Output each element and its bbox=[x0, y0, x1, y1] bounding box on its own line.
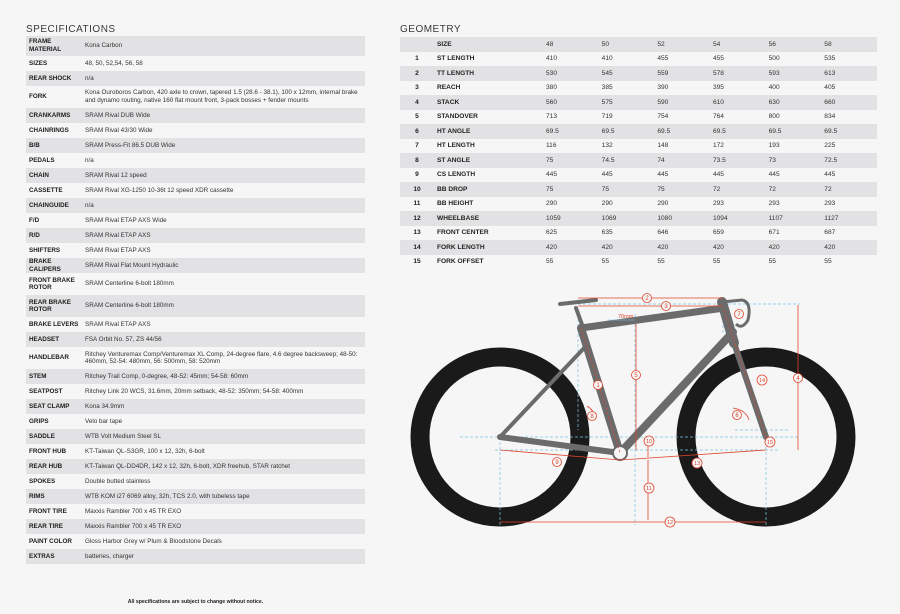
specifications-table bbox=[26, 36, 365, 564]
geometry-value: 1059 bbox=[543, 211, 599, 226]
spec-label: REAR SHOCK bbox=[26, 71, 82, 86]
geometry-row-number: 15 bbox=[400, 255, 434, 270]
geometry-row bbox=[400, 182, 877, 197]
geometry-value: 610 bbox=[710, 95, 766, 110]
geometry-value: 74 bbox=[654, 153, 710, 168]
geometry-value: 445 bbox=[710, 168, 766, 183]
bike-geometry-diagram bbox=[400, 290, 880, 530]
geometry-value: 455 bbox=[654, 52, 710, 67]
geometry-value: 72 bbox=[710, 182, 766, 197]
spec-label: FRONT HUB bbox=[26, 444, 82, 459]
spec-label: PAINT COLOR bbox=[26, 534, 82, 549]
spec-row bbox=[26, 504, 365, 519]
svg-text:8: 8 bbox=[590, 414, 594, 421]
geometry-value: 578 bbox=[710, 66, 766, 81]
geometry-row-label: STACK bbox=[434, 95, 543, 110]
spec-value: SRAM Rival ETAP AXS bbox=[82, 317, 365, 332]
svg-text:2: 2 bbox=[645, 296, 649, 303]
geometry-value: 75 bbox=[543, 182, 599, 197]
callout-4 bbox=[794, 374, 803, 383]
geometry-value: 75 bbox=[599, 182, 655, 197]
geometry-value: 445 bbox=[766, 168, 822, 183]
geometry-value: 69.5 bbox=[543, 124, 599, 139]
geometry-value: 405 bbox=[821, 81, 877, 96]
geometry-value: 719 bbox=[599, 110, 655, 125]
callout-5 bbox=[632, 371, 641, 380]
geometry-row bbox=[400, 139, 877, 154]
geometry-value: 72 bbox=[821, 182, 877, 197]
spec-row bbox=[26, 71, 365, 86]
geometry-value: 290 bbox=[543, 197, 599, 212]
geometry-header-label: SIZE bbox=[434, 37, 543, 52]
guide-lines bbox=[460, 304, 800, 525]
geometry-value: 530 bbox=[543, 66, 599, 81]
geometry-value: 69.5 bbox=[710, 124, 766, 139]
spec-label: SHIFTERS bbox=[26, 243, 82, 258]
spec-row bbox=[26, 534, 365, 549]
callout-2 bbox=[643, 294, 652, 303]
svg-text:14: 14 bbox=[758, 378, 766, 385]
geometry-row-label: HT ANGLE bbox=[434, 124, 543, 139]
spec-row bbox=[26, 36, 365, 56]
spec-row bbox=[26, 168, 365, 183]
callout-9 bbox=[553, 458, 562, 467]
spec-value: FSA Orbit No. 57, ZS 44/56 bbox=[82, 332, 365, 347]
spec-value: Kona 34.9mm bbox=[82, 399, 365, 414]
geometry-value: 400 bbox=[766, 81, 822, 96]
spec-label: REAR TIRE bbox=[26, 519, 82, 534]
geometry-row bbox=[400, 66, 877, 81]
spec-value: batteries, charger bbox=[82, 549, 365, 564]
geometry-value: 545 bbox=[599, 66, 655, 81]
spec-value: SRAM Centerline 6-bolt 180mm bbox=[82, 273, 365, 295]
callout-11 bbox=[644, 483, 654, 493]
geometry-value: 410 bbox=[599, 52, 655, 67]
spec-value: SRAM Press-Fit 86.5 DUB Wide bbox=[82, 138, 365, 153]
geometry-value: 420 bbox=[543, 240, 599, 255]
spec-value: Ritchey Link 20 WCS, 31.6mm, 20mm setback, 48-52: 350mm; 54-58: 400mm bbox=[82, 384, 365, 399]
geometry-value: 395 bbox=[710, 81, 766, 96]
geometry-value: 69.5 bbox=[654, 124, 710, 139]
geometry-value: 659 bbox=[710, 226, 766, 241]
spec-value: n/a bbox=[82, 153, 365, 168]
spec-row bbox=[26, 228, 365, 243]
spec-row bbox=[26, 384, 365, 399]
geometry-value: 55 bbox=[821, 255, 877, 270]
geometry-row-label: FORK OFFSET bbox=[434, 255, 543, 270]
geometry-value: 1107 bbox=[766, 211, 822, 226]
geometry-value: 635 bbox=[599, 226, 655, 241]
geometry-value: 69.5 bbox=[821, 124, 877, 139]
geometry-value: 660 bbox=[821, 95, 877, 110]
geometry-row-number: 14 bbox=[400, 240, 434, 255]
geometry-row-label: ST ANGLE bbox=[434, 153, 543, 168]
geometry-value: 72 bbox=[766, 182, 822, 197]
spec-label: FRONT TIRE bbox=[26, 504, 82, 519]
svg-text:12: 12 bbox=[666, 520, 674, 527]
spec-value: SRAM Rival ETAP AXS Wide bbox=[82, 213, 365, 228]
geometry-value: 55 bbox=[654, 255, 710, 270]
geometry-row bbox=[400, 110, 877, 125]
spec-value: SRAM Rival DUB Wide bbox=[82, 108, 365, 123]
geometry-row bbox=[400, 81, 877, 96]
geometry-row-number: 9 bbox=[400, 168, 434, 183]
geometry-row-label: WHEELBASE bbox=[434, 211, 543, 226]
geometry-value: 420 bbox=[599, 240, 655, 255]
spec-label: FRAME MATERIAL bbox=[26, 36, 82, 56]
geometry-row bbox=[400, 197, 877, 212]
geometry-value: 559 bbox=[654, 66, 710, 81]
spec-row bbox=[26, 444, 365, 459]
spec-value: SRAM Rival 12 speed bbox=[82, 168, 365, 183]
geometry-row bbox=[400, 95, 877, 110]
geometry-row-label: BB DROP bbox=[434, 182, 543, 197]
geometry-row-label: ST LENGTH bbox=[434, 52, 543, 67]
geometry-row-number: 4 bbox=[400, 95, 434, 110]
geometry-value: 172 bbox=[710, 139, 766, 154]
geometry-value: 55 bbox=[766, 255, 822, 270]
geometry-value: 535 bbox=[821, 52, 877, 67]
spec-label: REAR HUB bbox=[26, 459, 82, 474]
geometry-value: 575 bbox=[599, 95, 655, 110]
geometry-value: 1069 bbox=[599, 211, 655, 226]
geometry-value: 193 bbox=[766, 139, 822, 154]
geometry-value: 75 bbox=[543, 153, 599, 168]
spec-value: SRAM Centerline 6-bolt 180mm bbox=[82, 295, 365, 317]
geometry-value: 73.5 bbox=[710, 153, 766, 168]
geometry-value: 455 bbox=[710, 52, 766, 67]
geometry-value: 420 bbox=[821, 240, 877, 255]
svg-text:10: 10 bbox=[645, 439, 653, 446]
spec-row bbox=[26, 347, 365, 369]
geometry-size-header: 54 bbox=[710, 37, 766, 52]
svg-text:13: 13 bbox=[693, 461, 701, 468]
spec-value: Velo bar tape bbox=[82, 414, 365, 429]
spec-row bbox=[26, 295, 365, 317]
geometry-value: 445 bbox=[654, 168, 710, 183]
geometry-value: 687 bbox=[821, 226, 877, 241]
spec-label: CASSETTE bbox=[26, 183, 82, 198]
spec-row bbox=[26, 183, 365, 198]
geometry-value: 445 bbox=[543, 168, 599, 183]
geometry-value: 72.5 bbox=[821, 153, 877, 168]
spec-label: SEATPOST bbox=[26, 384, 82, 399]
geometry-value: 834 bbox=[821, 110, 877, 125]
spec-row bbox=[26, 273, 365, 295]
spec-value: SRAM Rival ETAP AXS bbox=[82, 228, 365, 243]
spec-row bbox=[26, 243, 365, 258]
geometry-value: 613 bbox=[821, 66, 877, 81]
geometry-value: 132 bbox=[599, 139, 655, 154]
geometry-size-header: 56 bbox=[766, 37, 822, 52]
spec-label: HEADSET bbox=[26, 332, 82, 347]
geometry-value: 380 bbox=[543, 81, 599, 96]
geometry-value: 800 bbox=[766, 110, 822, 125]
geometry-value: 1127 bbox=[821, 211, 877, 226]
geometry-row-number: 12 bbox=[400, 211, 434, 226]
spec-label: SADDLE bbox=[26, 429, 82, 444]
geometry-value: 671 bbox=[766, 226, 822, 241]
geometry-value: 148 bbox=[654, 139, 710, 154]
geometry-row-label: FRONT CENTER bbox=[434, 226, 543, 241]
geometry-value: 646 bbox=[654, 226, 710, 241]
geometry-value: 385 bbox=[599, 81, 655, 96]
specifications-title: SPECIFICATIONS bbox=[26, 24, 116, 35]
geometry-value: 73 bbox=[766, 153, 822, 168]
spec-value: SRAM Rival 43/30 Wide bbox=[82, 123, 365, 138]
seat-tube-angle-note bbox=[607, 314, 635, 320]
spec-label: FORK bbox=[26, 86, 82, 108]
spec-row bbox=[26, 317, 365, 332]
svg-text:3: 3 bbox=[664, 304, 668, 311]
spec-row bbox=[26, 474, 365, 489]
geometry-row-number: 2 bbox=[400, 66, 434, 81]
geometry-value: 713 bbox=[543, 110, 599, 125]
callout-7 bbox=[735, 310, 744, 319]
geometry-value: 55 bbox=[543, 255, 599, 270]
callout-3 bbox=[662, 302, 671, 311]
geometry-row-number: 6 bbox=[400, 124, 434, 139]
geometry-value: 500 bbox=[766, 52, 822, 67]
spec-label: SEAT CLAMP bbox=[26, 399, 82, 414]
geometry-value: 1080 bbox=[654, 211, 710, 226]
geometry-title: GEOMETRY bbox=[400, 24, 462, 35]
geometry-row bbox=[400, 124, 877, 139]
geometry-header-blank bbox=[400, 37, 434, 52]
spec-label: BRAKE LEVERS bbox=[26, 317, 82, 332]
spec-label: CRANKARMS bbox=[26, 108, 82, 123]
geometry-row-label: HT LENGTH bbox=[434, 139, 543, 154]
spec-row bbox=[26, 138, 365, 153]
spec-value: SRAM Rival XG-1250 10-36t 12 speed XDR cassette bbox=[82, 183, 365, 198]
spec-row bbox=[26, 369, 365, 384]
spec-value: SRAM Rival Flat Mount Hydraulic bbox=[82, 258, 365, 273]
spec-value: Double butted stainless bbox=[82, 474, 365, 489]
spec-row bbox=[26, 489, 365, 504]
geometry-value: 69.5 bbox=[599, 124, 655, 139]
spec-value: SRAM Rival ETAP AXS bbox=[82, 243, 365, 258]
geometry-row-label: REACH bbox=[434, 81, 543, 96]
spec-label: PEDALS bbox=[26, 153, 82, 168]
spec-value: Gloss Harbor Grey w/ Plum & Bloodstone Decals bbox=[82, 534, 365, 549]
svg-text:4: 4 bbox=[796, 376, 800, 383]
geometry-value: 1094 bbox=[710, 211, 766, 226]
geometry-table bbox=[400, 37, 877, 269]
spec-row bbox=[26, 153, 365, 168]
geometry-size-header: 52 bbox=[654, 37, 710, 52]
geometry-value: 754 bbox=[654, 110, 710, 125]
spec-value: WTB Volt Medium Steel SL bbox=[82, 429, 365, 444]
geometry-row-number: 8 bbox=[400, 153, 434, 168]
geometry-row-label: BB HEIGHT bbox=[434, 197, 543, 212]
geometry-size-header: 58 bbox=[821, 37, 877, 52]
geometry-row-number: 7 bbox=[400, 139, 434, 154]
spec-value: WTB KOM i27 6069 alloy, 32h, TCS 2.0, with tubeless tape bbox=[82, 489, 365, 504]
geometry-row-number: 10 bbox=[400, 182, 434, 197]
geometry-row-number: 11 bbox=[400, 197, 434, 212]
spec-row bbox=[26, 399, 365, 414]
spec-label: BRAKE CALIPERS bbox=[26, 258, 82, 273]
geometry-value: 625 bbox=[543, 226, 599, 241]
geometry-row bbox=[400, 226, 877, 241]
geometry-value: 420 bbox=[766, 240, 822, 255]
spec-row bbox=[26, 459, 365, 474]
callout-15 bbox=[765, 437, 775, 447]
geometry-size-header: 48 bbox=[543, 37, 599, 52]
svg-text:9: 9 bbox=[555, 460, 559, 467]
svg-text:11: 11 bbox=[646, 486, 652, 493]
geometry-value: 445 bbox=[821, 168, 877, 183]
geometry-row-label: FORK LENGTH bbox=[434, 240, 543, 255]
spec-label: R/D bbox=[26, 228, 82, 243]
spec-label: SIZES bbox=[26, 56, 82, 71]
spec-value: Kona Ouroboros Carbon, 420 axle to crown, tapered 1.5 (28.6 - 38.1), 100 x 12mm, internal brake and dynamo routing, native 160 flat mount front, 3-pack bosses + fender mounts bbox=[82, 86, 365, 108]
geometry-row bbox=[400, 255, 877, 270]
spec-label: REAR BRAKE ROTOR bbox=[26, 295, 82, 317]
spec-value: 48, 50, 52,54, 56, 58 bbox=[82, 56, 365, 71]
geometry-value: 290 bbox=[654, 197, 710, 212]
callout-12 bbox=[665, 517, 675, 527]
callout-6 bbox=[733, 411, 742, 420]
geometry-value: 590 bbox=[654, 95, 710, 110]
geometry-value: 593 bbox=[766, 66, 822, 81]
geometry-row bbox=[400, 168, 877, 183]
spec-label: STEM bbox=[26, 369, 82, 384]
geometry-value: 225 bbox=[821, 139, 877, 154]
spec-label: CHAINRINGS bbox=[26, 123, 82, 138]
spec-row bbox=[26, 213, 365, 228]
spec-label: GRIPS bbox=[26, 414, 82, 429]
svg-text:7: 7 bbox=[737, 312, 741, 319]
geometry-value: 630 bbox=[766, 95, 822, 110]
setback-annotation: 70mm bbox=[618, 314, 634, 320]
spec-value: KT-Taiwan QL-S3GR, 100 x 12, 32h, 6-bolt bbox=[82, 444, 365, 459]
spec-row bbox=[26, 414, 365, 429]
geometry-value: 410 bbox=[543, 52, 599, 67]
spec-row bbox=[26, 332, 365, 347]
spec-value: Maxxis Rambler 700 x 45 TR EXO bbox=[82, 504, 365, 519]
spec-row bbox=[26, 108, 365, 123]
geometry-row-label: STANDOVER bbox=[434, 110, 543, 125]
geometry-value: 445 bbox=[599, 168, 655, 183]
spec-value: Maxxis Rambler 700 x 45 TR EXO bbox=[82, 519, 365, 534]
spec-row bbox=[26, 198, 365, 213]
geometry-row-number: 5 bbox=[400, 110, 434, 125]
geometry-value: 420 bbox=[710, 240, 766, 255]
spec-label: CHAINGUIDE bbox=[26, 198, 82, 213]
geometry-value: 290 bbox=[599, 197, 655, 212]
svg-text:1: 1 bbox=[596, 383, 600, 390]
geometry-value: 560 bbox=[543, 95, 599, 110]
spec-value: Ritchey Trail Comp, 0-degree, 48-52: 45mm; 54-58: 60mm bbox=[82, 369, 365, 384]
specifications-disclaimer: All specifications are subject to change without notice. bbox=[127, 599, 264, 605]
geometry-header-row bbox=[400, 37, 877, 52]
geometry-row bbox=[400, 240, 877, 255]
geometry-value: 420 bbox=[654, 240, 710, 255]
spec-label: HANDLEBAR bbox=[26, 347, 82, 369]
geometry-row-number: 13 bbox=[400, 226, 434, 241]
spec-row bbox=[26, 56, 365, 71]
svg-text:6: 6 bbox=[735, 413, 739, 420]
geometry-row-label: TT LENGTH bbox=[434, 66, 543, 81]
spec-label: RIMS bbox=[26, 489, 82, 504]
geometry-value: 55 bbox=[599, 255, 655, 270]
geometry-row bbox=[400, 153, 877, 168]
spec-row bbox=[26, 549, 365, 564]
spec-row bbox=[26, 429, 365, 444]
geometry-value: 293 bbox=[766, 197, 822, 212]
spec-label: B/B bbox=[26, 138, 82, 153]
geometry-value: 69.5 bbox=[766, 124, 822, 139]
spec-row bbox=[26, 258, 365, 273]
spec-label: CHAIN bbox=[26, 168, 82, 183]
geometry-value: 75 bbox=[654, 182, 710, 197]
geometry-row-label: CS LENGTH bbox=[434, 168, 543, 183]
spec-label: FRONT BRAKE ROTOR bbox=[26, 273, 82, 295]
spec-value: Ritchey Venturemax Comp/Venturemax XL Comp, 24-degree flare, 4.6 degree backsweep; 48-50: 460mm, 52-54: 480mm, 56: 500mm, 58: 520mm bbox=[82, 347, 365, 369]
geometry-value: 293 bbox=[821, 197, 877, 212]
spec-label: EXTRAS bbox=[26, 549, 82, 564]
spec-label: SPOKES bbox=[26, 474, 82, 489]
geometry-value: 55 bbox=[710, 255, 766, 270]
spec-value: Kona Carbon bbox=[82, 36, 365, 56]
spec-row bbox=[26, 519, 365, 534]
geometry-row-number: 3 bbox=[400, 81, 434, 96]
spec-value: n/a bbox=[82, 71, 365, 86]
geometry-row bbox=[400, 52, 877, 67]
geometry-row-number: 1 bbox=[400, 52, 434, 67]
spec-value: KT-Taiwan QL-DD4DR, 142 x 12, 32h, 6-bolt, XDR freehub, STAR ratchet bbox=[82, 459, 365, 474]
spec-value: n/a bbox=[82, 198, 365, 213]
callout-8 bbox=[588, 412, 597, 421]
callout-13 bbox=[692, 458, 702, 468]
geometry-row bbox=[400, 211, 877, 226]
spec-row bbox=[26, 123, 365, 138]
spec-row bbox=[26, 86, 365, 108]
callout-1 bbox=[594, 381, 603, 390]
geometry-value: 764 bbox=[710, 110, 766, 125]
callout-14 bbox=[757, 375, 767, 385]
spec-label: F/D bbox=[26, 213, 82, 228]
geometry-value: 390 bbox=[654, 81, 710, 96]
geometry-value: 116 bbox=[543, 139, 599, 154]
svg-text:5: 5 bbox=[634, 373, 638, 380]
geometry-value: 293 bbox=[710, 197, 766, 212]
geometry-value: 74.5 bbox=[599, 153, 655, 168]
geometry-size-header: 50 bbox=[599, 37, 655, 52]
svg-text:15: 15 bbox=[766, 440, 774, 447]
callout-10 bbox=[644, 436, 654, 446]
